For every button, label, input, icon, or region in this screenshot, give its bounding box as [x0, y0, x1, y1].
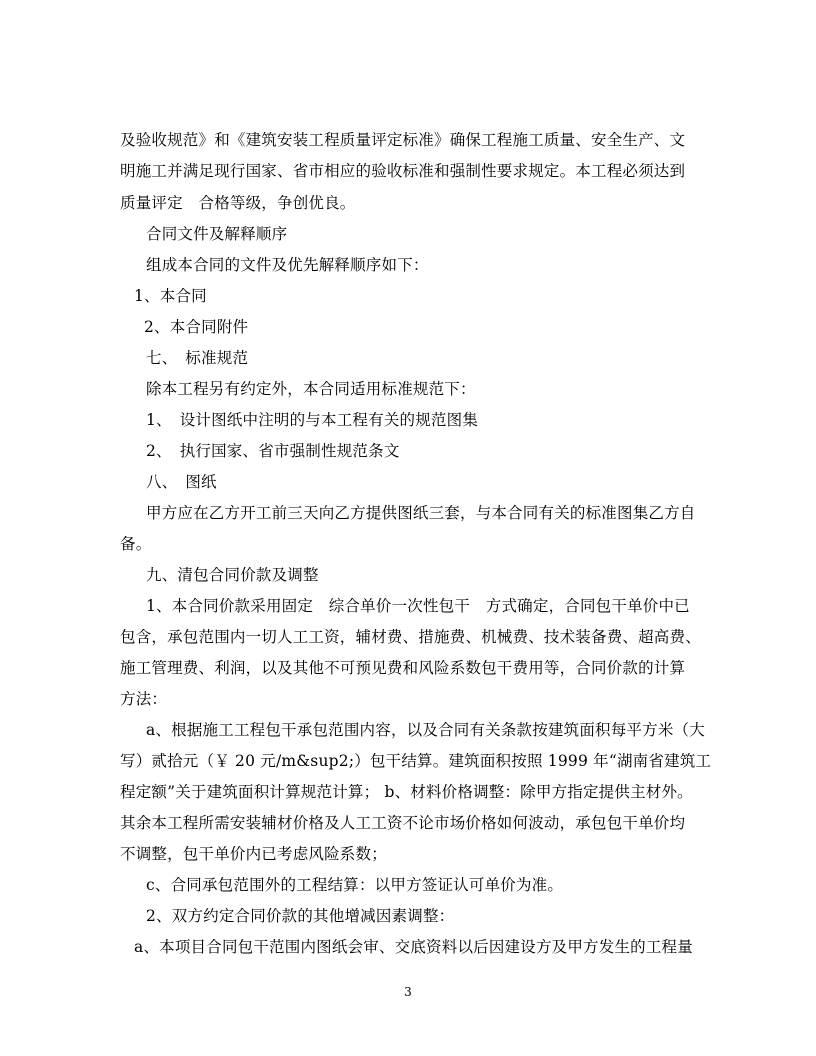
- text-line: 明施工并满足现行国家、省市相应的验收标准和强制性要求规定。本工程必须达到: [120, 162, 686, 180]
- text-line: 方法：: [120, 690, 168, 708]
- list-item: 1、 设计图纸中注明的与本工程有关的规范图集: [146, 411, 479, 429]
- section-heading: 七、 标准规范: [146, 349, 249, 367]
- text-line: c、合同承包范围外的工程结算：以甲方签证认可单价为准。: [146, 876, 564, 894]
- text-line: 质量评定 合格等级，争创优良。: [120, 194, 356, 212]
- text-line: 甲方应在乙方开工前三天向乙方提供图纸三套，与本合同有关的标准图集乙方自: [146, 504, 696, 522]
- list-item: 1、本合同: [134, 287, 207, 305]
- text-line: 除本工程另有约定外，本合同适用标准规范下：: [146, 380, 476, 398]
- list-item: 2、 执行国家、省市强制性规范条文: [146, 442, 400, 460]
- list-item: 2、本合同附件: [144, 318, 249, 336]
- text-line: 施工管理费、利润，以及其他不可预见费和风险系数包干费用等，合同价款的计算: [120, 659, 686, 677]
- text-line: 程定额”关于建筑面积计算规范计算； b、材料价格调整：除甲方指定提供主材外。: [120, 783, 693, 801]
- text-line: a、根据施工工程包干承包范围内容，以及合同有关条款按建筑面积每平方米（大: [146, 721, 705, 739]
- page-number: 3: [404, 985, 412, 999]
- text-line: 组成本合同的文件及优先解释顺序如下：: [146, 256, 429, 274]
- section-heading: 八、 图纸: [146, 473, 217, 491]
- text-line: 2、双方约定合同价款的其他增减因素调整：: [146, 907, 455, 925]
- section-heading: 合同文件及解释顺序: [146, 225, 288, 243]
- text-line: 1、本合同价款采用固定 综合单价一次性包干 方式确定，合同包干单价中已: [146, 597, 690, 615]
- text-line: 写）贰拾元（￥ 20 元/m&sup2;）包干结算。建筑面积按照 1999 年“湖南省建筑工: [120, 752, 712, 770]
- section-heading: 九、清包合同价款及调整: [146, 566, 319, 584]
- text-line: 其余本工程所需安装辅材价格及人工工资不论市场价格如何波动，承包包干单价均: [120, 814, 686, 832]
- text-line: 包含，承包范围内一切人工工资，辅材费、措施费、机械费、技术装备费、超高费、: [120, 628, 701, 646]
- text-line: 备。: [120, 535, 152, 553]
- text-line: a、本项目合同包干范围内图纸会审、交底资料以后因建设方及甲方发生的工程量: [134, 938, 693, 956]
- text-line: 及验收规范》和《建筑安装工程质量评定标准》确保工程施工质量、安全生产、文: [120, 131, 686, 149]
- text-line: 不调整，包干单价内已考虑风险系数；: [120, 845, 387, 863]
